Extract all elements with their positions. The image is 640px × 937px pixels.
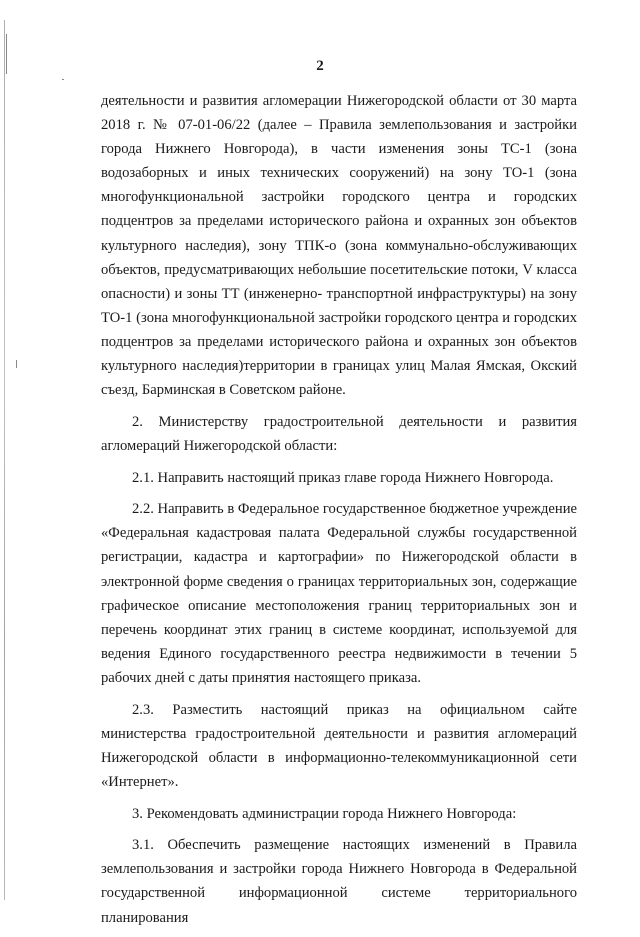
paragraph-item-3-1: 3.1. Обеспечить размещение настоящих изменений в Правила землепользования и застройки города Нижнего Новгорода в Федеральной государственной информационной системе территориального планирования [101,837,577,926]
document-body [101,89,577,937]
paragraph-item-2-1: 2.1. Направить настоящий приказ главе города Нижнего Новгорода. [132,469,554,486]
scan-artifact [16,360,17,368]
page-number: 2 [316,58,324,74]
scan-artifact [62,79,64,80]
paragraph-continuation: деятельности и развития агломерации Нижегородской области от 30 марта 2018 г. № 07-01-06/22 (далее – Правила землепользования и застройки города Нижнего Новгорода), в части изменения зоны ТС-1 (зона водозаборных и иных технических сооружений) на зону ТО-1 (зона многофункциональной застройки городского центра и городских подцентров за пределами исторического района и охранных зон объектов культурного наследия), зону ТПК-о (зона коммунально-обслуживающих объектов, предусматривающих небольшие посетительские потоки, V класса опасности) и зоны ТТ (инженерно- транспортной инфраструктуры) на зону ТО-1 (зона многофункциональной застройки городского центра и городских подцентров за пределами исторического района и охранных зон объектов культурного наследия)территории в границах улиц Малая Ямская, Окский съезд, Барминская в Советском районе. [101,93,577,399]
paragraph-item-2: 2. Министерству градостроительной деятельности и развития агломераций Нижегородской области: [101,413,577,454]
paragraph-item-2-3: 2.3. Разместить настоящий приказ на официальном сайте министерства градостроительной деятельности и развития агломераций Нижегородской области в информационно-телекоммуникационной сети «Интернет». [101,701,577,790]
paragraph-item-3: 3. Рекомендовать администрации города Нижнего Новгорода: [132,805,517,822]
scan-edge-shadow [4,20,5,900]
paragraph-item-2-2: 2.2. Направить в Федеральное государственное бюджетное учреждение «Федеральная кадастровая палата Федеральной службы государственной регистрации, кадастра и картографии» по Нижегородской области в электронной форме сведения о границах территориальных зон, содержащие графическое описание местоположения границ территориальных зон и перечень координат этих границ в системе координат, используемой для ведения Единого государственного реестра недвижимости в течении 5 рабочих дней с даты принятия настоящего приказа. [101,501,578,686]
